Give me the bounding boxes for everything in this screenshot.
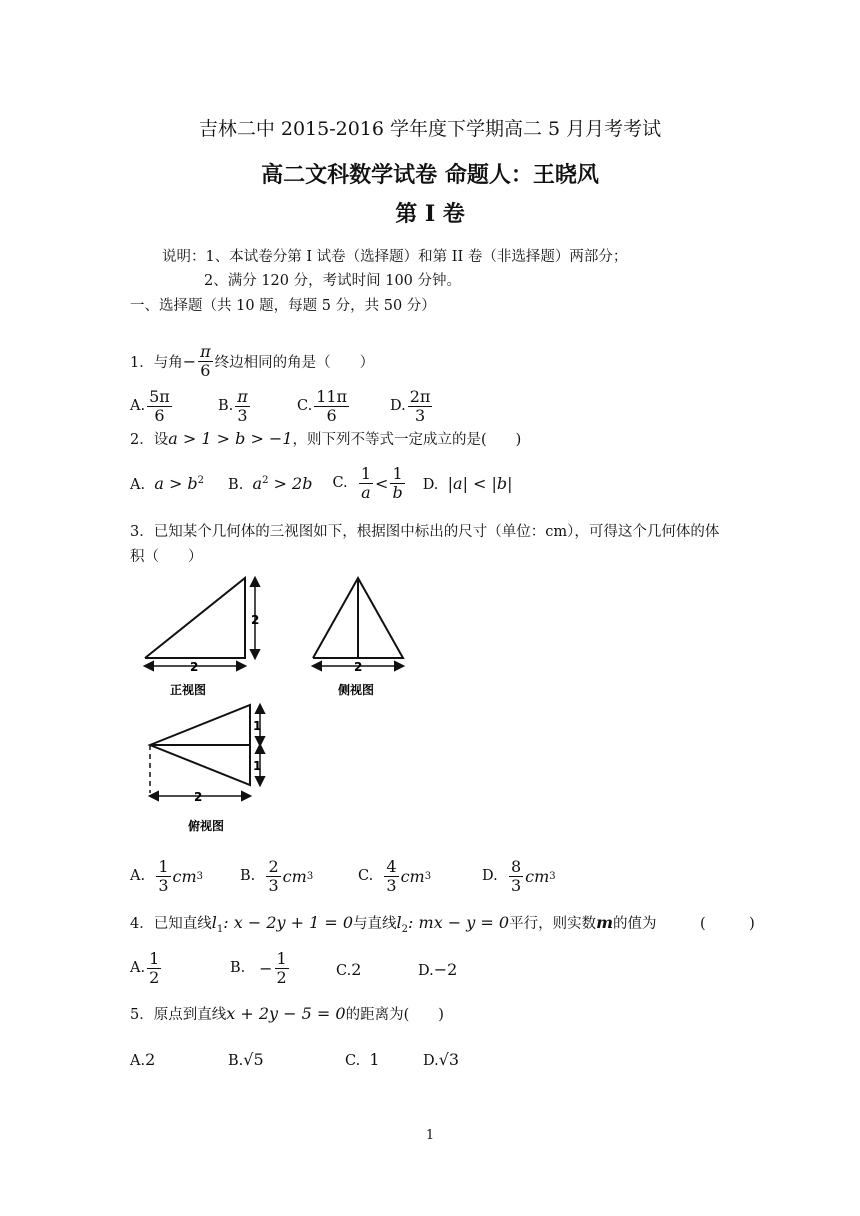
- q3-option-d: D. $\frac{8}{3}$ cm 3: [482, 857, 556, 895]
- dim-label: 2: [194, 790, 203, 804]
- q1-option-c: [297, 388, 351, 424]
- q5-option-a: A.2: [130, 1050, 156, 1069]
- section-heading: 一、选择题（共 10 题，每题 5 分，共 50 分）: [130, 298, 436, 314]
- front-view-triangle: [145, 578, 245, 658]
- dim-label: 2: [251, 613, 260, 627]
- dim-label: 2: [354, 660, 363, 674]
- q2-suffix: ，则下列不等式一定成立的是( ): [292, 432, 522, 448]
- q1-frac-num: π: [200, 342, 211, 361]
- q3-option-b: B. $\frac{2}{3}$ cm 3: [240, 857, 314, 895]
- volume-title: 第 I 卷: [395, 201, 465, 227]
- q5-option-b: B.√5: [228, 1050, 264, 1069]
- three-view-figure: [130, 568, 440, 838]
- option-label: D.: [390, 398, 406, 415]
- top-view-label: 俯视图: [188, 819, 225, 833]
- side-view-label: 侧视图: [338, 683, 375, 697]
- q3-option-a: A. $\frac{1}{3}$ cm 3: [130, 857, 204, 895]
- dim-label: 1: [253, 719, 262, 733]
- q1-suffix: 终边相同的角是（ ）: [214, 354, 375, 371]
- q4-option-b: B. − $\frac{1}{2}$: [230, 949, 287, 987]
- note-line-2: 2、满分 120 分，考试时间 100 分钟。: [204, 273, 462, 289]
- question-3-line-1: 3．已知某个几何体的三视图如下，根据图中标出的尺寸（单位：cm），可得这个几何体的体: [130, 524, 720, 540]
- question-5: 5．原点到直线x + 2y − 5 = 0的距离为( ): [130, 1004, 444, 1023]
- q2-options: [130, 465, 513, 501]
- frac-num: π: [237, 387, 248, 406]
- frac-num: 2π: [409, 387, 431, 406]
- q4-option-c: C.2: [336, 960, 362, 979]
- q5-option-d: D.√3: [423, 1050, 460, 1069]
- question-3-line-2: 积（ ）: [130, 549, 203, 565]
- q2-math: a > 1 > b > −1: [168, 429, 293, 448]
- frac-num: 5π: [149, 387, 170, 406]
- exam-subject-title: 高二文科数学试卷 命题人：王晓风: [261, 162, 599, 188]
- dim-label: 2: [190, 660, 199, 674]
- q5-option-c: C. 1: [345, 1050, 380, 1069]
- q2-option-d: D. |a| < |b|: [422, 473, 513, 493]
- option-label: C.: [297, 398, 313, 415]
- page-number: 1: [425, 1128, 435, 1143]
- frac-den: 3: [414, 405, 426, 425]
- q2-prefix: 2．设: [130, 432, 169, 448]
- question-2: [130, 428, 521, 449]
- q1-minus: −: [182, 351, 197, 371]
- exam-school-title: 吉林二中 2015-2016 学年度下学期高二 5 月月考考试: [198, 118, 662, 140]
- q1-option-b: [218, 388, 252, 424]
- option-label: B.: [218, 398, 234, 415]
- frac-num: 11π: [316, 387, 348, 406]
- q1-option-d: [390, 388, 434, 424]
- front-view-label: 正视图: [170, 683, 207, 697]
- dim-label: 1: [253, 759, 262, 773]
- question-4: 4．已知直线$l_1$: x − 2y + 1 = 0与直线$l_2$: mx − y = 0平行，则实数m的值为 ( ): [130, 913, 755, 935]
- q1-prefix: 1．与角: [130, 354, 183, 371]
- frac-den: 6: [326, 405, 337, 425]
- q4-option-d: D.−2: [418, 960, 458, 979]
- q1-frac-den: 6: [200, 360, 211, 380]
- q2-option-c: C. $\frac{1}{a}$ < $\frac{1}{b}$: [332, 464, 403, 502]
- q3-option-c: C. $\frac{4}{3}$ cm 3: [358, 857, 432, 895]
- question-1: [130, 343, 374, 379]
- option-label: A.: [130, 398, 146, 415]
- frac-den: 6: [154, 405, 165, 425]
- q2-option-b: B. $a^2 > 2b$: [228, 473, 313, 493]
- q1-fraction: [198, 343, 213, 379]
- q1-option-a: [130, 388, 174, 424]
- q4-option-a: A. $\frac{1}{2}$: [130, 949, 160, 987]
- q2-option-a: A. $a > b^2$: [130, 473, 205, 493]
- note-line-1: 说明：1、本试卷分第 I 试卷（选择题）和第 II 卷（非选择题）两部分；: [162, 249, 628, 265]
- frac-den: 3: [237, 405, 248, 425]
